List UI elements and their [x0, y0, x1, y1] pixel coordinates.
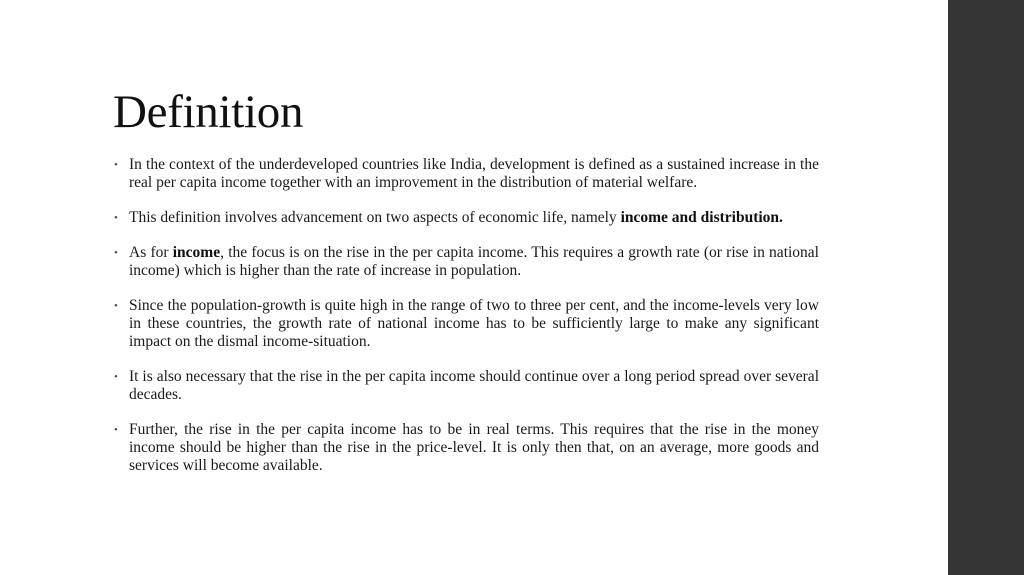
slide-title: Definition	[113, 86, 304, 138]
bullet-list	[114, 156, 819, 492]
bullet-marker: •	[114, 300, 118, 312]
bullet-marker: •	[114, 424, 118, 436]
side-bar	[948, 0, 1024, 575]
bullet-item	[114, 156, 819, 192]
bullet-emphasis: income and distribution.	[620, 209, 783, 226]
bullet-marker: •	[114, 212, 118, 224]
bullet-item	[114, 209, 819, 227]
bullet-text: It is also necessary that the rise in the per capita income should continue over a long period spread over several decades.	[129, 368, 819, 403]
bullet-text: This definition involves advancement on two aspects of economic life, namely	[129, 209, 621, 226]
bullet-item	[114, 297, 819, 351]
bullet-item	[114, 421, 819, 475]
bullet-text: Since the population-growth is quite high in the range of two to three per cent, and the income-levels very low in these countries, the growth rate of national income has to be sufficiently large to make any significant impact on the dismal income-situation.	[129, 297, 819, 350]
bullet-emphasis: income	[172, 244, 221, 261]
bullet-marker: •	[114, 247, 118, 259]
bullet-marker: •	[114, 159, 118, 171]
bullet-text: In the context of the underdeveloped countries like India, development is defined as a sustained increase in the real per capita income together with an improvement in the distribution of material welfare.	[129, 156, 819, 191]
bullet-text: , the focus is on the rise in the per capita income. This requires a growth rate (or rise in national income) which is higher than the rate of increase in population.	[129, 244, 819, 279]
bullet-item	[114, 368, 819, 404]
bullet-text: Further, the rise in the per capita income has to be in real terms. This requires that the rise in the money income should be higher than the rise in the price-level. It is only then that, on an average, more goods and services will become available.	[129, 421, 819, 474]
bullet-marker: •	[114, 371, 118, 383]
bullet-item	[114, 244, 819, 280]
bullet-text: As for	[129, 244, 173, 261]
